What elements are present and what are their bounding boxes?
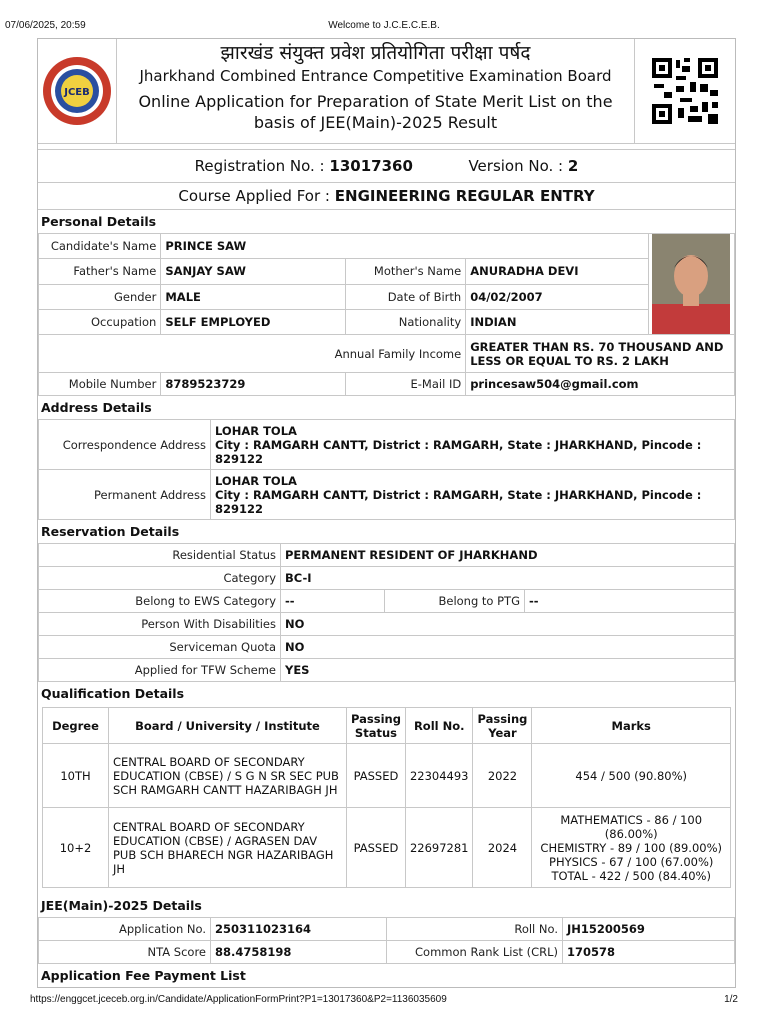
father-label: Father's Name bbox=[39, 259, 161, 284]
perm-address-line1: LOHAR TOLA bbox=[215, 473, 297, 488]
row2-status: PASSED bbox=[347, 808, 406, 888]
father-value: SANJAY SAW bbox=[161, 259, 346, 284]
crl-label: Common Rank List (CRL) bbox=[387, 941, 563, 964]
email-label: E-Mail ID bbox=[345, 373, 465, 396]
registration-row bbox=[38, 149, 735, 183]
ews-value: -- bbox=[281, 590, 385, 613]
candidate-photo bbox=[652, 234, 730, 334]
residential-label: Residential Status bbox=[39, 544, 281, 567]
income-label: Annual Family Income bbox=[39, 335, 466, 373]
gender-value: MALE bbox=[161, 284, 346, 309]
qualification-table bbox=[42, 707, 731, 888]
cand-name-value: PRINCE SAW bbox=[161, 234, 648, 259]
logo-cell bbox=[38, 39, 117, 143]
version-label: Version No. : bbox=[468, 157, 564, 175]
tfw-value: YES bbox=[281, 659, 735, 682]
version-value: 2 bbox=[567, 157, 579, 175]
course-label: Course Applied For : bbox=[178, 187, 330, 205]
row1-roll: 22304493 bbox=[405, 744, 473, 808]
perm-address-label: Permanent Address bbox=[39, 470, 211, 520]
crl-value: 170578 bbox=[563, 941, 735, 964]
corr-address-value bbox=[211, 420, 735, 470]
table-row bbox=[43, 808, 731, 888]
category-label: Category bbox=[39, 567, 281, 590]
dob-label: Date of Birth bbox=[345, 284, 465, 309]
photo-cell bbox=[648, 234, 734, 335]
jee-app-value: 250311023164 bbox=[211, 918, 387, 941]
print-page-number: 1/2 bbox=[724, 994, 738, 1005]
gender-label: Gender bbox=[39, 284, 161, 309]
qualification-details-heading: Qualification Details bbox=[38, 682, 735, 705]
personal-details-table bbox=[38, 233, 735, 396]
personal-details-heading: Personal Details bbox=[38, 210, 735, 233]
row1-board: CENTRAL BOARD OF SECONDARY EDUCATION (CBSE) / S G N SR SEC PUB SCH RAMGARH CANTT HAZARIBAGH JH bbox=[109, 744, 347, 808]
dob-value: 04/02/2007 bbox=[466, 284, 649, 309]
jee-roll-label: Roll No. bbox=[387, 918, 563, 941]
reg-label: Registration No. : bbox=[194, 157, 325, 175]
nationality-value: INDIAN bbox=[466, 309, 649, 334]
qualification-wrap bbox=[38, 705, 735, 894]
application-form bbox=[37, 38, 736, 988]
board-seal-icon bbox=[41, 55, 113, 127]
print-datetime: 07/06/2025, 20:59 bbox=[5, 20, 86, 31]
row2-roll: 22697281 bbox=[405, 808, 473, 888]
qr-code-icon bbox=[650, 56, 720, 126]
occupation-value: SELF EMPLOYED bbox=[161, 309, 346, 334]
col-board: Board / University / Institute bbox=[109, 708, 347, 744]
ptg-label: Belong to PTG bbox=[385, 590, 525, 613]
residential-value: PERMANENT RESIDENT OF JHARKHAND bbox=[281, 544, 735, 567]
nationality-label: Nationality bbox=[345, 309, 465, 334]
address-details-heading: Address Details bbox=[38, 396, 735, 419]
qr-cell bbox=[634, 39, 735, 143]
perm-address-value bbox=[211, 470, 735, 520]
jee-roll-value: JH15200569 bbox=[563, 918, 735, 941]
col-year: Passing Year bbox=[473, 708, 532, 744]
form-banner bbox=[38, 39, 735, 144]
table-row bbox=[43, 744, 731, 808]
row2-degree: 10+2 bbox=[43, 808, 109, 888]
mobile-label: Mobile Number bbox=[39, 373, 161, 396]
category-value: BC-I bbox=[281, 567, 735, 590]
tfw-label: Applied for TFW Scheme bbox=[39, 659, 281, 682]
income-value: GREATER THAN RS. 70 THOUSAND AND LESS OR EQUAL TO RS. 2 LAKH bbox=[466, 335, 735, 373]
perm-address-line2: City : RAMGARH CANTT, District : RAMGARH, State : JHARKHAND, Pincode : 829122 bbox=[215, 487, 702, 516]
row1-marks: 454 / 500 (90.80%) bbox=[532, 744, 731, 808]
jee-details-heading: JEE(Main)-2025 Details bbox=[38, 894, 735, 917]
pwd-value: NO bbox=[281, 613, 735, 636]
board-name: Jharkhand Combined Entrance Competitive Examination Board bbox=[139, 67, 612, 85]
print-page-title: Welcome to J.C.E.C.E.B. bbox=[328, 20, 440, 31]
occupation-label: Occupation bbox=[39, 309, 161, 334]
marks-line: TOTAL - 422 / 500 (84.40%) bbox=[551, 868, 711, 883]
nta-label: NTA Score bbox=[39, 941, 211, 964]
col-marks: Marks bbox=[532, 708, 731, 744]
reg-value: 13017360 bbox=[329, 157, 413, 175]
marks-line: (86.00%) bbox=[604, 826, 658, 841]
title-cell bbox=[117, 39, 634, 143]
mother-label: Mother's Name bbox=[345, 259, 465, 284]
jee-table bbox=[38, 917, 735, 964]
nta-value: 88.4758198 bbox=[211, 941, 387, 964]
logo-text: JCEB bbox=[64, 87, 90, 98]
col-degree: Degree bbox=[43, 708, 109, 744]
reservation-table bbox=[38, 543, 735, 682]
form-title-line1: Online Application for Preparation of State Merit List on the bbox=[138, 92, 613, 111]
row2-year: 2024 bbox=[473, 808, 532, 888]
qualification-header-row bbox=[43, 708, 731, 744]
marks-line: CHEMISTRY - 89 / 100 (89.00%) bbox=[540, 840, 722, 855]
pwd-label: Person With Disabilities bbox=[39, 613, 281, 636]
ews-label: Belong to EWS Category bbox=[39, 590, 281, 613]
corr-address-line2: City : RAMGARH CANTT, District : RAMGARH, State : JHARKHAND, Pincode : 829122 bbox=[215, 437, 702, 466]
mobile-value: 8789523729 bbox=[161, 373, 346, 396]
fee-payment-heading: Application Fee Payment List bbox=[38, 964, 735, 987]
reservation-details-heading: Reservation Details bbox=[38, 520, 735, 543]
row1-degree: 10TH bbox=[43, 744, 109, 808]
row1-status: PASSED bbox=[347, 744, 406, 808]
corr-address-label: Correspondence Address bbox=[39, 420, 211, 470]
form-title-line2: basis of JEE(Main)-2025 Result bbox=[253, 113, 498, 132]
col-status: Passing Status bbox=[347, 708, 406, 744]
row1-year: 2022 bbox=[473, 744, 532, 808]
row2-board: CENTRAL BOARD OF SECONDARY EDUCATION (CBSE) / AGRASEN DAV PUB SCH BHARECH NGR HAZARIBAGH JH bbox=[109, 808, 347, 888]
serviceman-label: Serviceman Quota bbox=[39, 636, 281, 659]
course-row bbox=[38, 183, 735, 210]
course-value: ENGINEERING REGULAR ENTRY bbox=[334, 187, 595, 205]
cand-name-label: Candidate's Name bbox=[39, 234, 161, 259]
mother-value: ANURADHA DEVI bbox=[466, 259, 649, 284]
address-table bbox=[38, 419, 735, 520]
serviceman-value: NO bbox=[281, 636, 735, 659]
print-url: https://enggcet.jceceb.org.in/Candidate/ApplicationFormPrint?P1=13017360&P2=1136035609 bbox=[30, 994, 447, 1005]
email-value: princesaw504@gmail.com bbox=[466, 373, 735, 396]
board-name-hindi: झारखंड संयुक्त प्रवेश प्रतियोगिता परीक्षा पर्षद bbox=[220, 42, 531, 64]
row2-marks bbox=[532, 808, 731, 888]
marks-line: MATHEMATICS - 86 / 100 bbox=[560, 812, 703, 827]
jee-app-label: Application No. bbox=[39, 918, 211, 941]
ptg-value: -- bbox=[525, 590, 735, 613]
corr-address-line1: LOHAR TOLA bbox=[215, 423, 297, 438]
col-roll: Roll No. bbox=[405, 708, 473, 744]
marks-line: PHYSICS - 67 / 100 (67.00%) bbox=[549, 854, 714, 869]
